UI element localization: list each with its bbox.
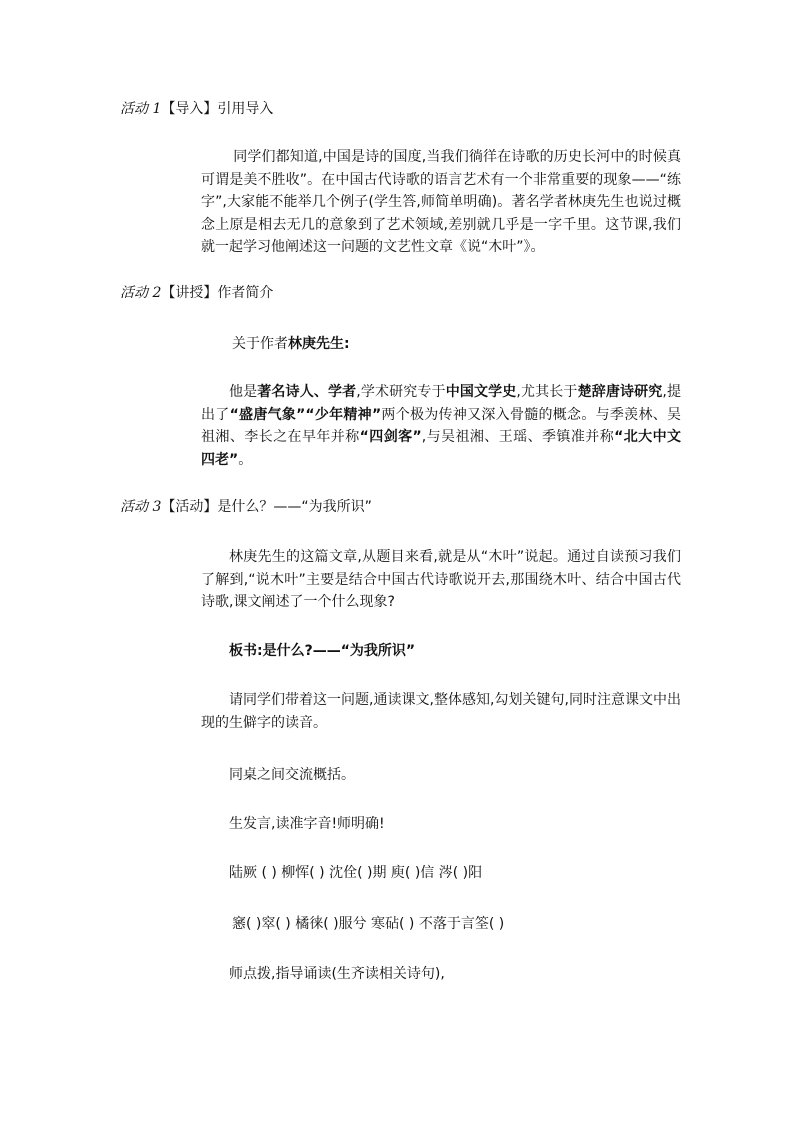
author-bio [201,381,681,471]
speaking-instruction: 生发言,读准字音!师明确! [229,816,385,832]
bracket-tag: 【活动】 [161,499,218,515]
reading-instruction: 请同学们带着这一问题,通读课文,整体感知,勾划关键句,同时注意课文中出现的生僻字的读音。 [201,692,681,731]
bracket-tag: 【讲授】 [161,285,218,301]
section3-intro: 林庚先生的这篇文章,从题目来看,就是从“木叶”说起。通过自读预习我们了解到,“说木叶”主要是结合中国古代诗歌说开去,那围绕木叶、结合中国古代诗歌,课文阐述了一个什么现象? [201,549,681,610]
about-prefix: 关于作者 [232,336,288,352]
bracket-tag: 【导入】 [161,101,218,117]
discussion-instruction: 同桌之间交流概括。 [229,767,355,783]
bio-text: ,与吴祖湘、王瑶、季镇准并称 [421,429,615,445]
bio-bold: 中国文学史 [445,384,517,400]
activity-label: 活动 1 [120,101,162,117]
guided-reading: 师点拨,指导诵读(生齐读相关诗句), [229,966,445,982]
board-writing: 板书:是什么?——“为我所识” [229,643,416,659]
bio-text: ,尤其长于 [516,384,578,400]
bio-text: 。 [238,451,253,468]
activity-label: 活动 3 [120,499,162,515]
bio-bold: 楚辞唐诗研究 [577,384,663,400]
section-title: 引用导入 [217,101,274,117]
bio-bold: “四剑客” [359,429,422,445]
activity-label: 活动 2 [120,285,162,301]
pronunciation-exercise-line-2: 窸( )窣( ) 橘徕( )服兮 寒砧( ) 不落于言筌( ) [232,916,505,932]
bio-bold: “盛唐气象”“少年精神” [229,406,382,423]
bio-text: 他是 [229,384,258,400]
bio-bold: “北大中文四老” [201,429,682,468]
section-title: 是什么？——“为我所识” [217,499,372,515]
bio-text: ,提出了 [201,384,681,423]
section1-paragraph: 同学们都知道,中国是诗的国度,当我们徜徉在诗歌的历史长河中的时候真可谓是美不胜收”。在中国古代诗歌的语言艺术有一个非常重要的现象——“练字”,大家能不能举几个例子(学生答,师简单明确)。著名学者林庚先生也说过概念上原是相去无几的意象到了艺术领域,差别就几乎是一字千里。这节课,我们就一起学习他阐述这一问题的文艺性文章《说“木叶”》。 [201,149,681,255]
author-name: 林庚先生: [288,336,350,352]
section3-heading [120,496,372,518]
section2-heading [120,282,273,304]
bio-bold: 著名诗人、学者 [257,384,357,400]
section1-heading [120,98,273,120]
about-author [232,333,350,355]
pronunciation-exercise-line-1: 陆厥 ( ) 柳恽( ) 沈佺( )期 庾( )信 涔( )阳 [229,865,483,881]
bio-text: 两个极为传神又深入骨髓的概念。与季羡林、吴祖湘、李长之在早年并称 [201,406,682,445]
section-title: 作者简介 [217,285,274,301]
bio-text: ,学术研究专于 [356,384,446,400]
